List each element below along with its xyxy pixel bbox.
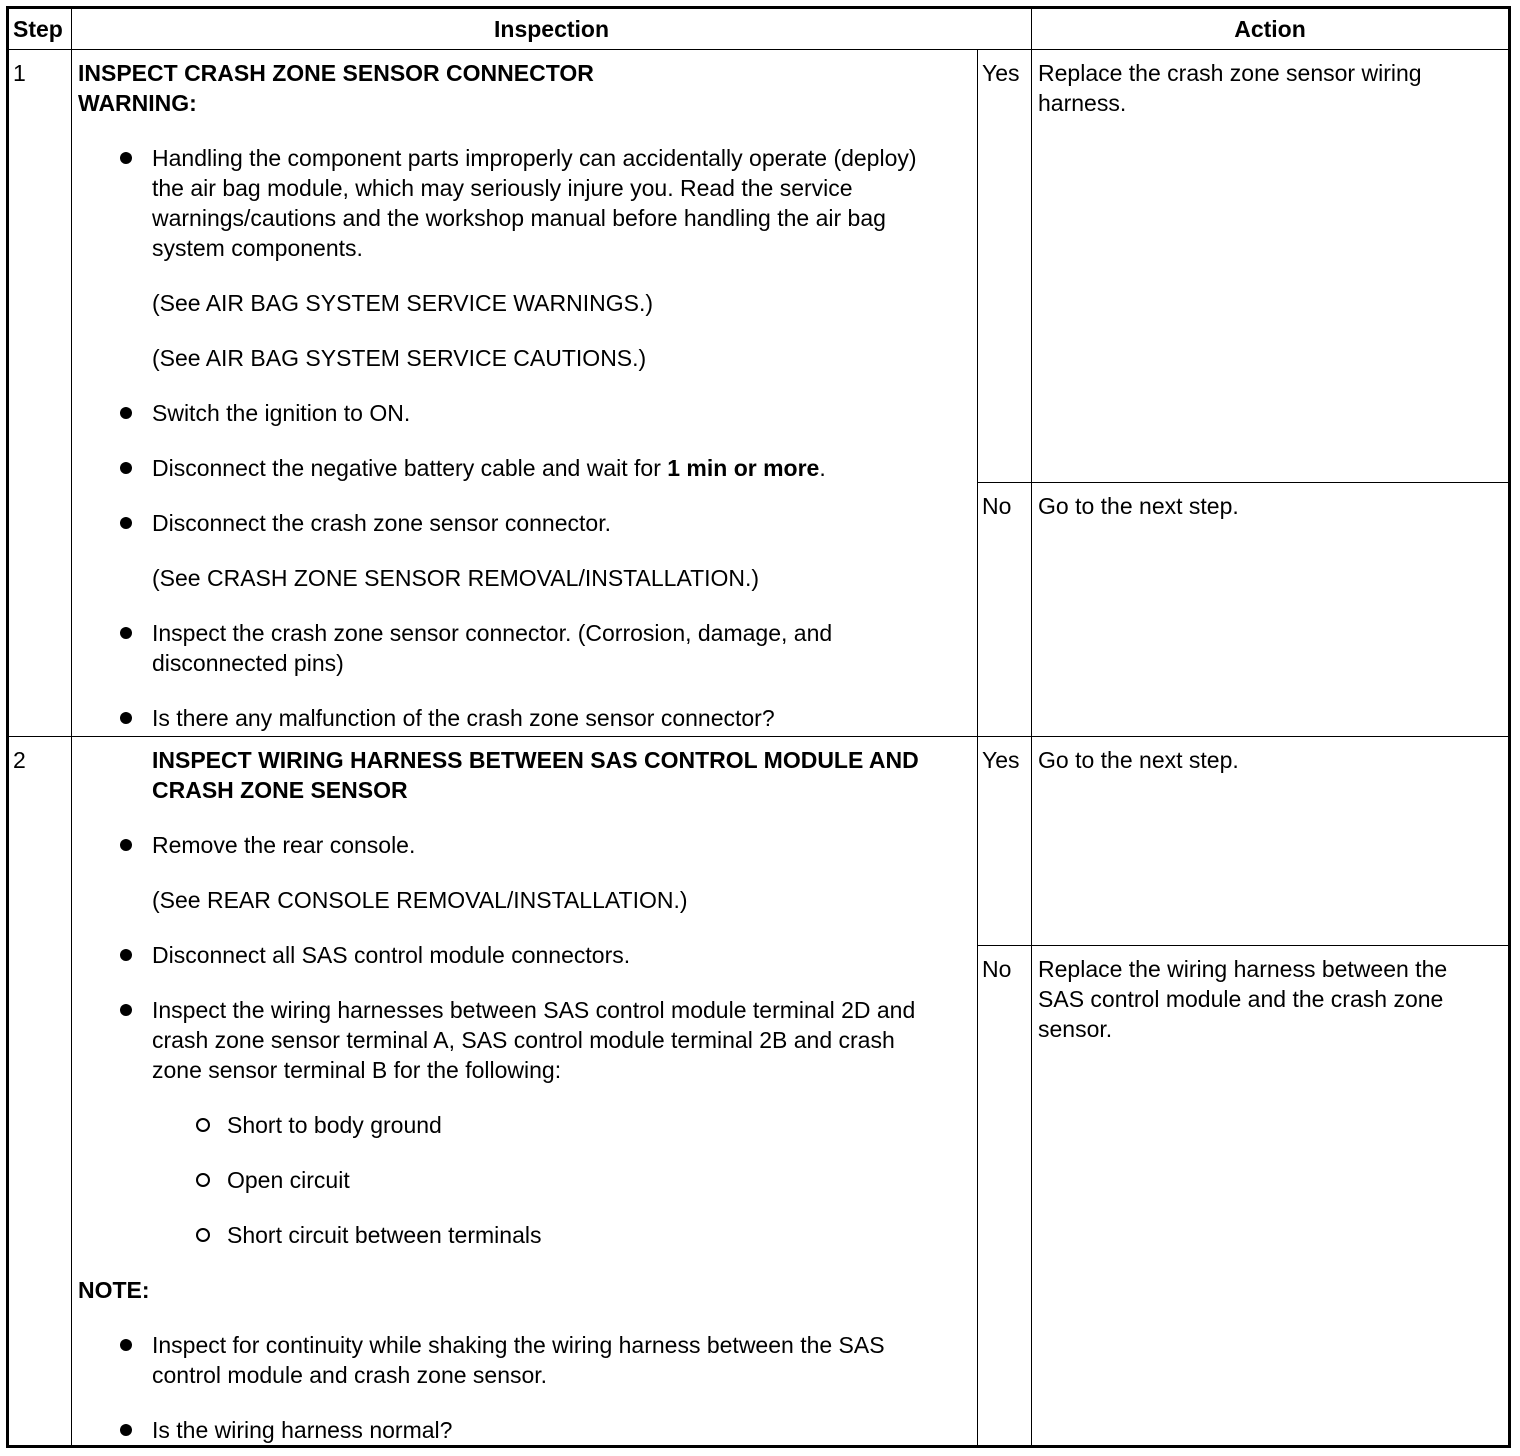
bullet-icon	[120, 517, 132, 529]
yes-label: Yes	[978, 737, 1032, 946]
list-item: Disconnect all SAS control module connectors.	[78, 940, 947, 970]
note-label: NOTE:	[78, 1277, 150, 1303]
bullet-icon	[120, 462, 132, 474]
bullet-icon	[120, 152, 132, 164]
troubleshooting-table	[6, 6, 1511, 1448]
no-action: Go to the next step.	[1032, 483, 1510, 737]
step-number: 2	[8, 737, 72, 1447]
step-2-inspection	[72, 737, 978, 1447]
yes-action: Replace the crash zone sensor wiring harness.	[1032, 50, 1510, 483]
bullet-icon	[120, 1339, 132, 1351]
circle-bullet-icon	[196, 1173, 210, 1187]
bullet-icon	[120, 407, 132, 419]
sub-list-item: Short circuit between terminals	[78, 1220, 947, 1250]
action-header: Action	[1032, 8, 1510, 50]
reference-text: (See AIR BAG SYSTEM SERVICE WARNINGS.)	[152, 290, 654, 316]
list-item: Inspect the wiring harnesses between SAS control module terminal 2D and crash zone sensor terminal A, SAS control module terminal 2B and crash zone sensor terminal B for the following:	[78, 995, 947, 1085]
inspection-header: Inspection	[72, 8, 1032, 50]
step-header: Step	[8, 8, 72, 50]
list-item: Remove the rear console.	[78, 830, 947, 860]
bullet-icon	[120, 1004, 132, 1016]
bullet-icon	[120, 627, 132, 639]
sub-list-item: Open circuit	[78, 1165, 947, 1195]
list-item: Disconnect the negative battery cable and wait for 1 min or more.	[78, 453, 947, 483]
list-item: Is there any malfunction of the crash zone sensor connector?	[78, 703, 947, 733]
reference-text: (See CRASH ZONE SENSOR REMOVAL/INSTALLATION.)	[152, 565, 760, 591]
header-row	[8, 8, 1510, 50]
list-item: Is the wiring harness normal?	[78, 1415, 947, 1445]
reference-text: (See REAR CONSOLE REMOVAL/INSTALLATION.)	[152, 887, 688, 913]
step-title: INSPECT CRASH ZONE SENSOR CONNECTOR	[78, 60, 594, 86]
step-2-yes-row	[8, 737, 1510, 946]
list-item: Inspect for continuity while shaking the wiring harness between the SAS control module and crash zone sensor.	[78, 1330, 947, 1390]
circle-bullet-icon	[196, 1228, 210, 1242]
bullet-icon	[120, 949, 132, 961]
no-label: No	[978, 945, 1032, 1446]
no-label: No	[978, 483, 1032, 737]
step-number: 1	[8, 50, 72, 737]
step-1-inspection	[72, 50, 978, 737]
list-item: Disconnect the crash zone sensor connector.	[78, 508, 947, 538]
list-item: Switch the ignition to ON.	[78, 398, 947, 428]
yes-action: Go to the next step.	[1032, 737, 1510, 946]
list-item: Inspect the crash zone sensor connector. (Corrosion, damage, and disconnected pins)	[78, 618, 947, 678]
step-title: INSPECT WIRING HARNESS BETWEEN SAS CONTROL MODULE AND CRASH ZONE SENSOR	[152, 747, 919, 803]
bullet-icon	[120, 712, 132, 724]
yes-label: Yes	[978, 50, 1032, 483]
sub-list-item: Short to body ground	[78, 1110, 947, 1140]
bullet-icon	[120, 1424, 132, 1436]
warning-label: WARNING:	[78, 90, 197, 116]
wait-time: 1 min or more	[667, 455, 820, 481]
step-1-yes-row	[8, 50, 1510, 483]
bullet-icon	[120, 839, 132, 851]
reference-text: (See AIR BAG SYSTEM SERVICE CAUTIONS.)	[152, 345, 647, 371]
circle-bullet-icon	[196, 1118, 210, 1132]
no-action: Replace the wiring harness between the SAS control module and the crash zone sensor.	[1032, 945, 1510, 1446]
list-item: Handling the component parts improperly can accidentally operate (deploy) the air bag module, which may seriously injure you. Read the service warnings/cautions and the workshop manual before handling the air bag system components.	[78, 143, 947, 263]
